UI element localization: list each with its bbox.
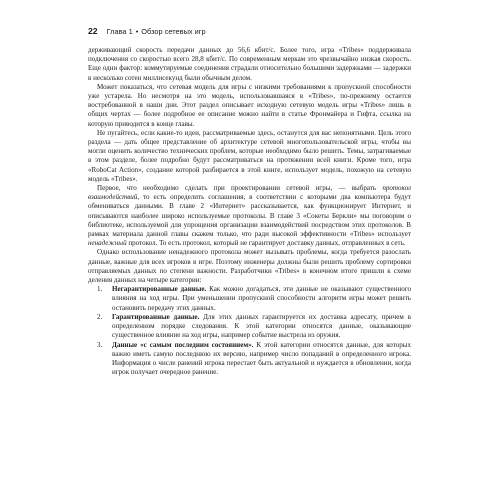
list-item-body	[112, 341, 411, 378]
paragraph-4-part-b: , то есть определить соглашения, в соответствии с которыми два компьютера будут обмениваться данными. В главе 2 «Интернет» рассказывается, как функционирует Интернет, и описываются наиболее широко используемые протоколы. В главе 3 «Сокеты Беркли» мы поговорим о библиотеке, используемой для упрощения организации взаимодействий посредством этих протоколов. В рамках материала данной главы скажем только, что ради высокой эффективности «Tribes» использует	[88, 193, 411, 239]
list-item-body	[112, 313, 411, 341]
chapter-label: Глава 1	[106, 27, 133, 36]
book-page	[88, 26, 411, 377]
paragraph-4-part-c: протокол. То есть протокол, который не гарантирует доставку данных, отправленных в сеть.	[126, 239, 406, 248]
page-number: 22	[88, 26, 98, 36]
list-item-text: К этой категории относятся данные, для которых важно иметь самую последнюю их версию, например число попаданий в определенного игрока. Информация о числе ранений игрока перестает быть актуальной и нуждается в обновлении, когда игрок получает очередное ранение.	[112, 340, 411, 377]
paragraph-1: держивающий скорость передачи данных до 56,6 кбит/с. Более того, игра «Tribes» поддерживала подключения со скоростью всего 28,8 кбит/с. По современным меркам это чрезвычайно низкая скорость. Еще одни фактор: коммутируемые соединения страдали относительно большими задержками — задержки в несколько сотен миллисекунд были обычным делом.	[88, 46, 411, 82]
emphasis-unreliable: ненадежный	[88, 239, 127, 248]
header-bullet: •	[135, 27, 139, 36]
paragraph-5: Однако использование ненадежного протокола может вызывать проблемы, когда требуется разослать данные, важные для всех игроков в игре. Поэтому инженеры должны были решить проблему сортировки отправляемых данных по степени важности. Разработчики «Tribes» в конечном итоге пришли к схеме деления данных на четыре категории:	[88, 248, 411, 285]
section-title: Обзор сетевых игр	[141, 27, 206, 36]
list-item-number: 3.	[97, 340, 103, 349]
list-item-text: Как можно догадаться, эти данные не оказывают существенного влияния на ход игры. При уменьшении пропускной способности алгоритм игры может решить остановить передачу этих данных.	[112, 285, 411, 312]
list-item	[88, 341, 411, 378]
list-item	[88, 285, 411, 313]
list-item-number: 2.	[97, 312, 103, 321]
list-item-body	[112, 285, 411, 313]
data-category-list	[88, 285, 411, 377]
list-item-term: Гарантированные данные.	[112, 312, 200, 321]
paragraph-2: Может показаться, что сетевая модель для игры с низкими требованиями к пропускной способности уже устарела. Но несмотря на это модель, использовавшаяся в «Tribes», по-прежнему остается востребованной в наши дни. Этот раздел описывает исходную сетевую модель игры «Tribes» лишь в общих чертах — более подробное ее описание можно найти в статье Фронмайера и Гифта, ссылка на которую приводится в конце главы.	[88, 82, 411, 128]
list-item-text: Для этих данных гарантируется их доставка адресату, причем в определенном порядке следования. К этой категории относятся данные, оказывающие существенное влияние на ход игры, например событие выстрела из оружия.	[112, 312, 411, 340]
list-item-term: Негарантированные данные.	[112, 285, 207, 294]
paragraph-4	[88, 184, 411, 248]
list-item	[88, 313, 411, 341]
emphasis-protocol: протокол взаимодействий	[88, 184, 411, 202]
paragraph-3: Не пугайтесь, если какие-то идеи, рассматриваемые здесь, останутся для вас непонятными. Цель этого раздела — дать общее представление об архитектуре сетевой многопользовательской игры, чтобы вы могли оценить количество технических проблем, которые необходимо было решить. Темы, затрагиваемые в этом разделе, более подробно будут рассматриваться на протяжении всей книги. Кроме того, игра «RoboCat Action», создание которой разбирается в этой книге, использует модель, похожую на сетевую модель «Tribes».	[88, 128, 411, 183]
list-item-number: 1.	[97, 285, 103, 294]
running-header	[88, 26, 411, 37]
list-item-term: Данные «с самым последним состоянием».	[112, 340, 254, 349]
paragraph-4-part-a: Первое, что необходимо сделать при проектировании сетевой игры, — выбрать	[97, 184, 383, 193]
